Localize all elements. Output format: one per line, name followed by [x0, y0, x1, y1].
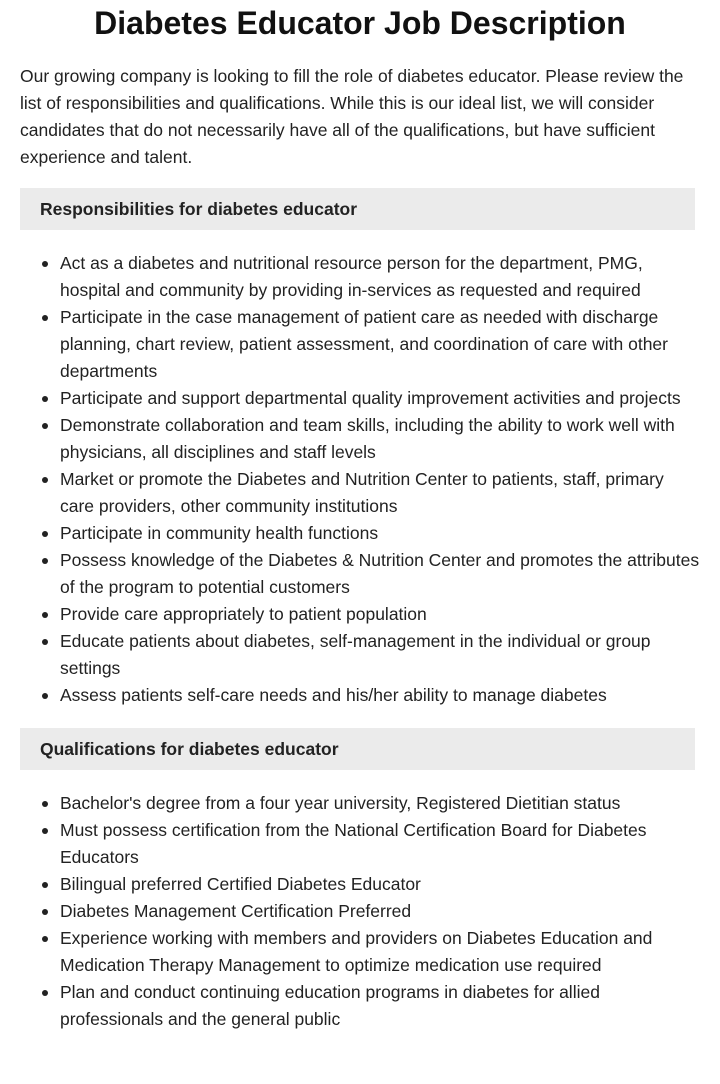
list-item — [20, 250, 700, 304]
list-item — [20, 466, 700, 520]
list-item-text: Experience working with members and providers on Diabetes Education and Medication Therapy Management to optimize medication use required — [60, 928, 653, 975]
bullet-icon — [42, 828, 48, 834]
list-item-text: Provide care appropriately to patient population — [60, 604, 427, 624]
bullet-icon — [42, 909, 48, 915]
list-item — [20, 817, 700, 871]
list-item — [20, 601, 700, 628]
list-item — [20, 871, 700, 898]
qualifications-heading: Qualifications for diabetes educator — [20, 728, 695, 770]
bullet-icon — [42, 882, 48, 888]
list-item — [20, 385, 700, 412]
bullet-icon — [42, 693, 48, 699]
list-item — [20, 412, 700, 466]
list-item-text: Must possess certification from the National Certification Board for Diabetes Educators — [60, 820, 647, 867]
list-item — [20, 979, 700, 1033]
list-item — [20, 682, 700, 709]
list-item-text: Participate and support departmental quality improvement activities and projects — [60, 388, 681, 408]
list-item — [20, 304, 700, 385]
list-item-text: Assess patients self-care needs and his/her ability to manage diabetes — [60, 685, 607, 705]
list-item-text: Demonstrate collaboration and team skills, including the ability to work well with physicians, all disciplines and staff levels — [60, 415, 675, 462]
qualifications-list — [20, 790, 700, 1033]
bullet-icon — [42, 261, 48, 267]
list-item-text: Bachelor's degree from a four year university, Registered Dietitian status — [60, 793, 621, 813]
list-item-text: Diabetes Management Certification Preferred — [60, 901, 412, 921]
responsibilities-list — [20, 250, 700, 709]
bullet-icon — [42, 315, 48, 321]
list-item — [20, 925, 700, 979]
bullet-icon — [42, 936, 48, 942]
list-item-text: Participate in community health functions — [60, 523, 379, 543]
bullet-icon — [42, 990, 48, 996]
list-item-text: Bilingual preferred Certified Diabetes Educator — [60, 874, 421, 894]
list-item — [20, 547, 700, 601]
list-item-text: Possess knowledge of the Diabetes & Nutrition Center and promotes the attributes of the program to potential customers — [60, 550, 700, 597]
bullet-icon — [42, 477, 48, 483]
bullet-icon — [42, 639, 48, 645]
bullet-icon — [42, 396, 48, 402]
bullet-icon — [42, 612, 48, 618]
bullet-icon — [42, 423, 48, 429]
list-item-text: Act as a diabetes and nutritional resource person for the department, PMG, hospital and community by providing in-services as requested and required — [60, 253, 643, 300]
bullet-icon — [42, 801, 48, 807]
intro-paragraph: Our growing company is looking to fill the role of diabetes educator. Please review the list of responsibilities and qualifications. While this is our ideal list, we will consider candidates that do not necessarily have all of the qualifications, but have sufficient experience and talent. — [20, 66, 684, 167]
list-item — [20, 898, 700, 925]
list-item — [20, 628, 700, 682]
bullet-icon — [42, 531, 48, 537]
list-item-text: Participate in the case management of patient care as needed with discharge planning, chart review, patient assessment, and coordination of care with other departments — [60, 307, 668, 381]
list-item-text: Market or promote the Diabetes and Nutrition Center to patients, staff, primary care providers, other community institutions — [60, 469, 664, 516]
page-title: Diabetes Educator Job Description — [94, 5, 626, 41]
list-item-text: Educate patients about diabetes, self-management in the individual or group settings — [60, 631, 651, 678]
list-item-text: Plan and conduct continuing education programs in diabetes for allied professionals and the general public — [60, 982, 600, 1029]
responsibilities-heading: Responsibilities for diabetes educator — [20, 188, 695, 230]
list-item — [20, 520, 700, 547]
list-item — [20, 790, 700, 817]
bullet-icon — [42, 558, 48, 564]
